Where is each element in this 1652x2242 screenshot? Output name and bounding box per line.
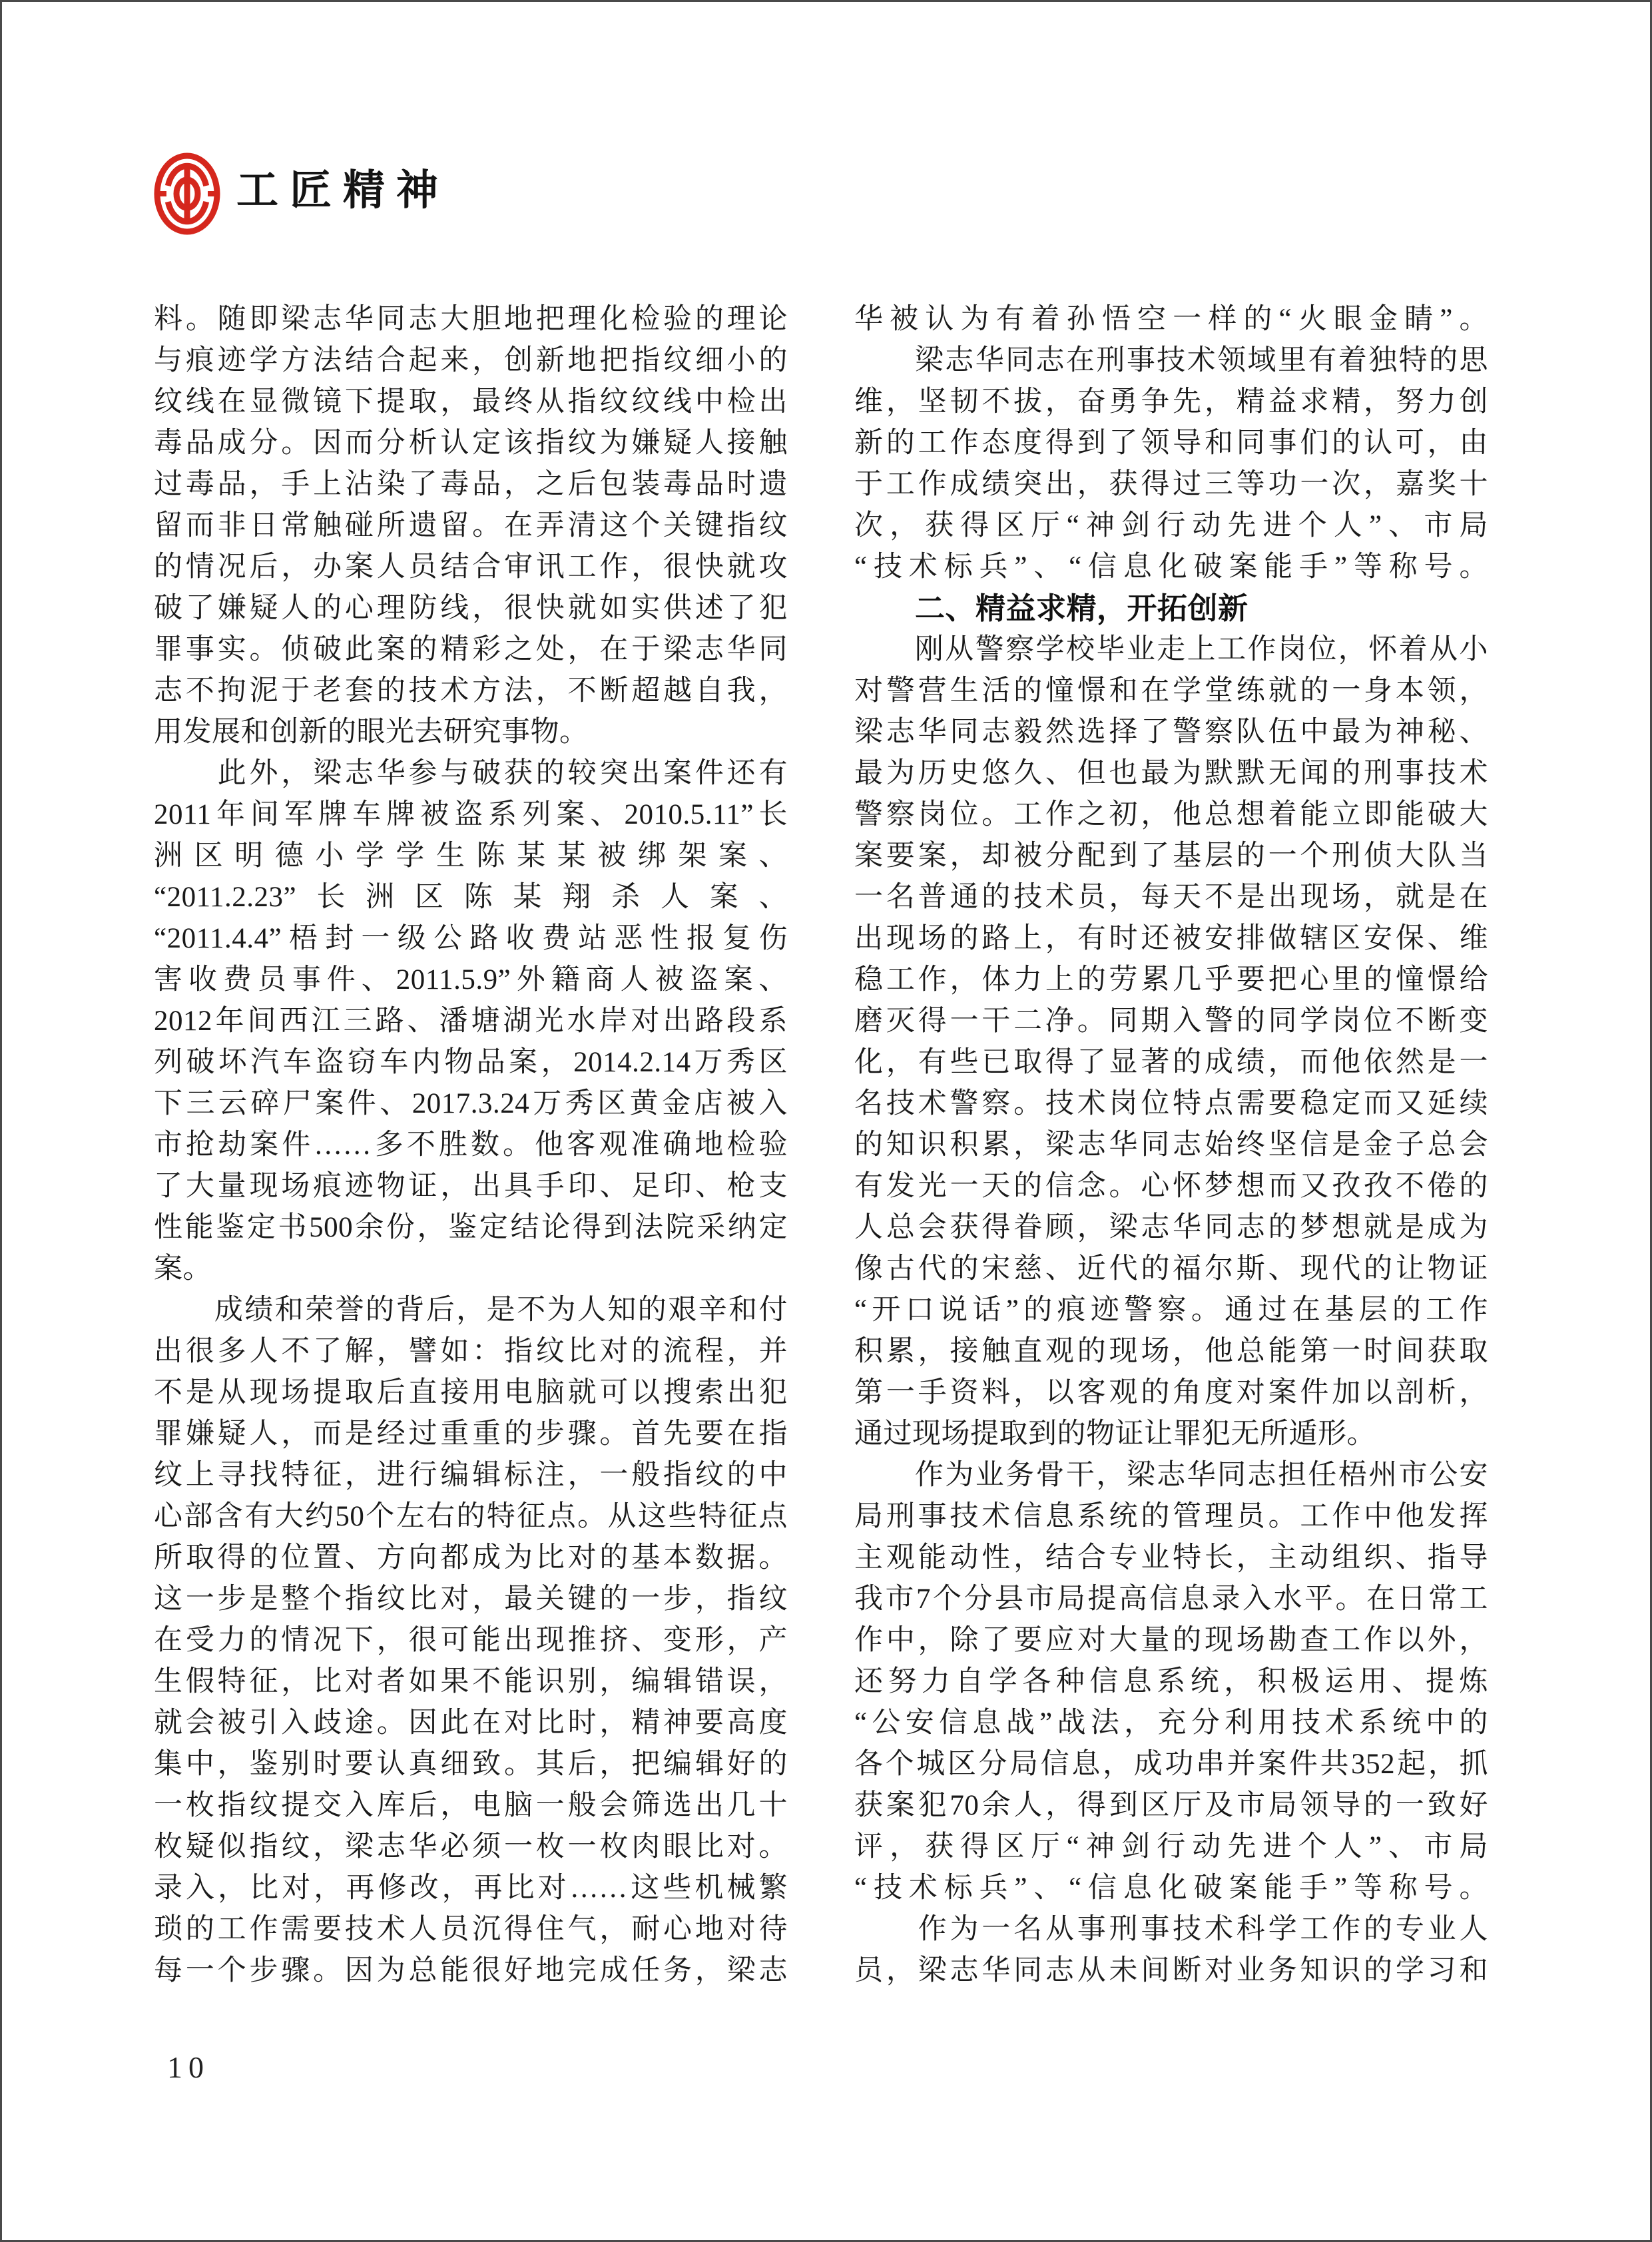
text-line: 还努力自学各种信息系统，积极运用、提炼 xyxy=(854,1666,1488,1697)
text-line: 罪事实。侦破此案的精彩之处，在于梁志华同 xyxy=(154,634,788,665)
text-line: 局刑事技术信息系统的管理员。工作中他发挥 xyxy=(854,1501,1488,1532)
text-line: 对警营生活的憧憬和在学堂练就的一身本领， xyxy=(854,675,1488,706)
union-logo-icon xyxy=(154,152,220,236)
text-line: 次，获得区厅“神剑行动先进个人”、市局 xyxy=(854,510,1488,541)
text-line: 案。 xyxy=(154,1253,212,1284)
text-line: 罪嫌疑人，而是经过重重的步骤。首先要在指 xyxy=(154,1418,788,1450)
text-line: 像古代的宋慈、近代的福尔斯、现代的让物证 xyxy=(854,1253,1488,1284)
text-line: “2011.2.23”长洲区陈某翔杀人案、 xyxy=(154,882,788,913)
text-line: 性能鉴定书500余份，鉴定结论得到法院采纳定 xyxy=(154,1212,788,1243)
text-line: 市抢劫案件……多不胜数。他客观准确地检验 xyxy=(154,1129,788,1161)
page-number: 10 xyxy=(167,2050,210,2084)
text-line: 华被认为有着孙悟空一样的“火眼金睛”。 xyxy=(854,304,1488,335)
masthead-title: 工匠精神 xyxy=(236,167,449,214)
text-line: 各个城区分局信息，成功串并案件共352起，抓 xyxy=(854,1749,1488,1780)
text-line: 集中，鉴别时要认真细致。其后，把编辑好的 xyxy=(154,1749,788,1780)
text-line: 生假特征，比对者如果不能识别，编辑错误， xyxy=(154,1666,788,1697)
text-line: 有发光一天的信念。心怀梦想而又孜孜不倦的 xyxy=(854,1171,1488,1202)
text-line: 通过现场提取到的物证让罪犯无所遁形。 xyxy=(854,1418,1376,1450)
text-line: 了大量现场痕迹物证，出具手印、足印、枪支 xyxy=(154,1171,788,1202)
section-heading: 二、精益求精，开拓创新 xyxy=(854,591,1248,625)
text-line: 新的工作态度得到了领导和同事们的认可，由 xyxy=(854,427,1488,459)
text-line: 出现场的路上，有时还被安排做辖区安保、维 xyxy=(854,923,1488,954)
text-line: 在受力的情况下，很可能出现推挤、变形，产 xyxy=(154,1625,788,1656)
text-line: 梁志华同志毅然选择了警察队伍中最为神秘、 xyxy=(854,716,1488,748)
text-line: 与痕迹学方法结合起来，创新地把指纹细小的 xyxy=(154,345,788,376)
text-line: 下三云碎尸案件、2017.3.24万秀区黄金店被入 xyxy=(154,1088,788,1119)
text-line: 成绩和荣誉的背后，是不为人知的艰辛和付 xyxy=(154,1294,788,1326)
text-line: 主观能动性，结合专业特长，主动组织、指导 xyxy=(854,1542,1488,1573)
text-line: 所取得的位置、方向都成为比对的基本数据。 xyxy=(154,1542,788,1573)
text-line: 的知识积累，梁志华同志始终坚信是金子总会 xyxy=(854,1129,1488,1161)
text-line: 刚从警察学校毕业走上工作岗位，怀着从小 xyxy=(854,634,1488,665)
text-line: 列破坏汽车盗窃车内物品案，2014.2.14万秀区 xyxy=(154,1047,788,1078)
text-line: 作为一名从事刑事技术科学工作的专业人 xyxy=(854,1914,1488,1945)
text-line: “开口说话”的痕迹警察。通过在基层的工作 xyxy=(854,1294,1488,1326)
text-line: 警察岗位。工作之初，他总想着能立即能破大 xyxy=(854,799,1488,830)
text-line: 用发展和创新的眼光去研究事物。 xyxy=(154,716,589,748)
text-line: 稳工作，体力上的劳累几乎要把心里的憧憬给 xyxy=(854,964,1488,995)
text-line: 料。随即梁志华同志大胆地把理化检验的理论 xyxy=(154,304,788,335)
text-line: 毒品成分。因而分析认定该指纹为嫌疑人接触 xyxy=(154,427,788,459)
text-line: “技术标兵”、“信息化破案能手”等称号。 xyxy=(854,551,1488,583)
text-line: 就会被引入歧途。因此在对比时，精神要高度 xyxy=(154,1707,788,1739)
text-line: 第一手资料，以客观的角度对案件加以剖析， xyxy=(854,1377,1488,1408)
text-line: 的情况后，办案人员结合审讯工作，很快就攻 xyxy=(154,551,788,583)
text-line: “技术标兵”、“信息化破案能手”等称号。 xyxy=(854,1872,1488,1904)
text-line: 磨灭得一干二净。同期入警的同学岗位不断变 xyxy=(854,1005,1488,1037)
text-line: 洲区明德小学学生陈某某被绑架案、 xyxy=(154,840,788,872)
text-line: 害收费员事件、2011.5.9”外籍商人被盗案、 xyxy=(154,964,788,995)
text-line: 于工作成绩突出，获得过三等功一次，嘉奖十 xyxy=(854,469,1488,500)
text-line: 获案犯70余人，得到区厅及市局领导的一致好 xyxy=(854,1790,1488,1821)
text-line: 梁志华同志在刑事技术领域里有着独特的思 xyxy=(854,345,1488,376)
text-line: “公安信息战”战法，充分利用技术系统中的 xyxy=(854,1707,1488,1739)
text-line: 一名普通的技术员，每天不是出现场，就是在 xyxy=(854,882,1488,913)
masthead xyxy=(2,2,1650,268)
text-line: 过毒品，手上沾染了毒品，之后包装毒品时遗 xyxy=(154,469,788,500)
article-column-right xyxy=(854,299,1488,1992)
text-line: 一枚指纹提交入库后，电脑一般会筛选出几十 xyxy=(154,1790,788,1821)
text-line: 琐的工作需要技术人员沉得住气，耐心地对待 xyxy=(154,1914,788,1945)
text-line: 2012年间西江三路、潘塘湖光水岸对出路段系 xyxy=(154,1005,788,1037)
text-line: “2011.4.4”梧封一级公路收费站恶性报复伤 xyxy=(154,923,788,954)
text-line: 录入，比对，再修改，再比对……这些机械繁 xyxy=(154,1872,788,1904)
text-line: 此外，梁志华参与破获的较突出案件还有 xyxy=(154,758,788,789)
text-line: 作为业务骨干，梁志华同志担任梧州市公安 xyxy=(854,1460,1488,1491)
text-line: 员，梁志华同志从未间断对业务知识的学习和 xyxy=(854,1955,1488,1986)
text-line: 我市7个分县市局提高信息录入水平。在日常工 xyxy=(854,1583,1488,1615)
text-line: 评，获得区厅“神剑行动先进个人”、市局 xyxy=(854,1831,1488,1862)
text-line: 积累，接触直观的现场，他总能第一时间获取 xyxy=(854,1336,1488,1367)
text-line: 这一步是整个指纹比对，最关键的一步，指纹 xyxy=(154,1583,788,1615)
article-column-left xyxy=(154,299,788,1992)
text-line: 志不拘泥于老套的技术方法，不断超越自我， xyxy=(154,675,788,706)
text-line: 作中，除了要应对大量的现场勘查工作以外， xyxy=(854,1625,1488,1656)
text-line: 最为历史悠久、但也最为默默无闻的刑事技术 xyxy=(854,758,1488,789)
text-line: 维，坚韧不拔，奋勇争先，精益求精，努力创 xyxy=(854,386,1488,418)
text-line: 留而非日常触碰所遗留。在弄清这个关键指纹 xyxy=(154,510,788,541)
text-line: 人总会获得眷顾，梁志华同志的梦想就是成为 xyxy=(854,1212,1488,1243)
text-line: 2011年间军牌车牌被盗系列案、2010.5.11”长 xyxy=(154,799,788,830)
text-line: 破了嫌疑人的心理防线，很快就如实供述了犯 xyxy=(154,593,788,624)
text-line: 案要案，却被分配到了基层的一个刑侦大队当 xyxy=(854,840,1488,872)
text-line: 不是从现场提取后直接用电脑就可以搜索出犯 xyxy=(154,1377,788,1408)
text-line: 每一个步骤。因为总能很好地完成任务，梁志 xyxy=(154,1955,788,1986)
text-line: 纹上寻找特征，进行编辑标注，一般指纹的中 xyxy=(154,1460,788,1491)
text-line: 枚疑似指纹，梁志华必须一枚一枚肉眼比对。 xyxy=(154,1831,788,1862)
text-line: 纹线在显微镜下提取，最终从指纹纹线中检出 xyxy=(154,386,788,418)
text-line: 出很多人不了解，譬如：指纹比对的流程，并 xyxy=(154,1336,788,1367)
text-line: 名技术警察。技术岗位特点需要稳定而又延续 xyxy=(854,1088,1488,1119)
text-line: 化，有些已取得了显著的成绩，而他依然是一 xyxy=(854,1047,1488,1078)
text-line: 心部含有大约50个左右的特征点。从这些特征点 xyxy=(154,1501,788,1532)
